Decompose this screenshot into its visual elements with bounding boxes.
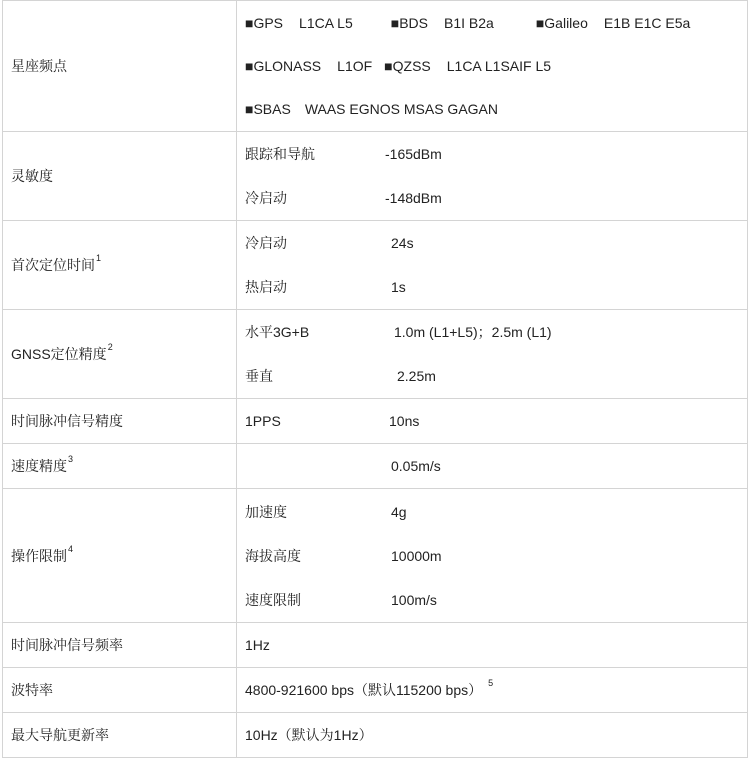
sub-value: 1s [391, 279, 406, 295]
sub-line [245, 534, 747, 578]
sub-label: 水平3G+B [245, 324, 310, 340]
table-row [3, 310, 748, 399]
table-row [3, 713, 748, 758]
row-value [237, 399, 748, 444]
sub-value: -148dBm [385, 190, 442, 206]
row-label: 操作限制$^4$ [3, 489, 237, 623]
table-row [3, 668, 748, 713]
sub-label: 海拔高度 [245, 547, 301, 564]
constellation-glonass: ■GLONASS [245, 58, 322, 74]
sub-line [245, 490, 747, 534]
sub-value: 24s [391, 235, 414, 251]
constellation-qzss: ■QZSS [384, 58, 431, 74]
band-list: L1CA L5 [299, 15, 353, 31]
footnote-mark: 1 [96, 253, 102, 263]
row-value: 10Hz（默认为1Hz） [237, 713, 748, 758]
row-label: 波特率 [3, 668, 237, 713]
band-list: L1CA L1SAIF L5 [446, 58, 552, 74]
spec-table [2, 0, 748, 758]
sub-value: 0.05m/s [391, 458, 441, 474]
sub-label: 加速度 [245, 503, 287, 520]
sub-label: 速度限制 [245, 591, 301, 608]
row-label: 速度精度$^3$ [3, 444, 237, 489]
sub-line [245, 354, 747, 398]
row-value: 4800-921600 bps（默认115200 bps） $^5$ [237, 668, 748, 713]
constellation-line [245, 45, 747, 88]
footnote-mark: 5 [488, 678, 494, 688]
constellation-sbas: ■SBAS [245, 101, 291, 117]
row-label: 星座频点 [3, 1, 237, 132]
row-label: GNSS定位精度$^2$ [3, 310, 237, 399]
footnote-mark: 4 [68, 543, 74, 554]
sub-line [245, 578, 747, 622]
table-row [3, 221, 748, 310]
sub-label: 冷启动 [245, 235, 287, 251]
row-value [237, 221, 748, 310]
constellation-galileo: ■Galileo [535, 15, 588, 31]
sub-value: 1.0m (L1+L5)；2.5m (L1) [394, 324, 552, 340]
constellation-line [245, 2, 747, 45]
sub-line [245, 458, 747, 474]
table-row [3, 623, 748, 668]
table-row [3, 132, 748, 221]
constellation-line [245, 88, 747, 131]
row-value [237, 310, 748, 399]
footnote-mark: 2 [107, 342, 113, 352]
constellation-gps: ■GPS [245, 15, 284, 31]
sub-value: 100m/s [391, 591, 437, 608]
sub-value: 4g [391, 503, 407, 520]
row-label: 首次定位时间$^1$ [3, 221, 237, 310]
row-value [237, 1, 748, 132]
sub-value: 10000m [391, 547, 442, 564]
sub-line [245, 413, 747, 429]
table-row [3, 1, 748, 132]
sub-value: 2.25m [397, 368, 436, 384]
footnote-mark: 3 [68, 454, 74, 464]
row-label: 时间脉冲信号精度 [3, 399, 237, 444]
row-value: 1Hz [237, 623, 748, 668]
row-value [237, 444, 748, 489]
sub-line [245, 265, 747, 309]
band-list: E1B E1C E5a [603, 15, 691, 31]
sub-line [245, 221, 747, 265]
sub-line [245, 176, 747, 220]
sub-label: 1PPS [245, 413, 281, 429]
sub-label: 跟踪和导航 [245, 146, 315, 162]
sub-line [245, 132, 747, 176]
band-list: L1OF [337, 58, 373, 74]
row-label: 灵敏度 [3, 132, 237, 221]
sub-label: 垂直 [245, 368, 273, 384]
constellation-bds: ■BDS [390, 15, 428, 31]
sub-value: 10ns [389, 413, 420, 429]
band-list: WAAS EGNOS MSAS GAGAN [304, 101, 498, 117]
sub-label: 热启动 [245, 279, 287, 295]
row-value [237, 132, 748, 221]
row-label: 最大导航更新率 [3, 713, 237, 758]
row-label: 时间脉冲信号频率 [3, 623, 237, 668]
table-row [3, 444, 748, 489]
band-list: B1I B2a [444, 15, 494, 31]
sub-label: 冷启动 [245, 190, 287, 206]
table-row [3, 489, 748, 623]
row-value [237, 489, 748, 623]
sub-line [245, 310, 747, 354]
sub-value: -165dBm [385, 146, 442, 162]
table-row [3, 399, 748, 444]
